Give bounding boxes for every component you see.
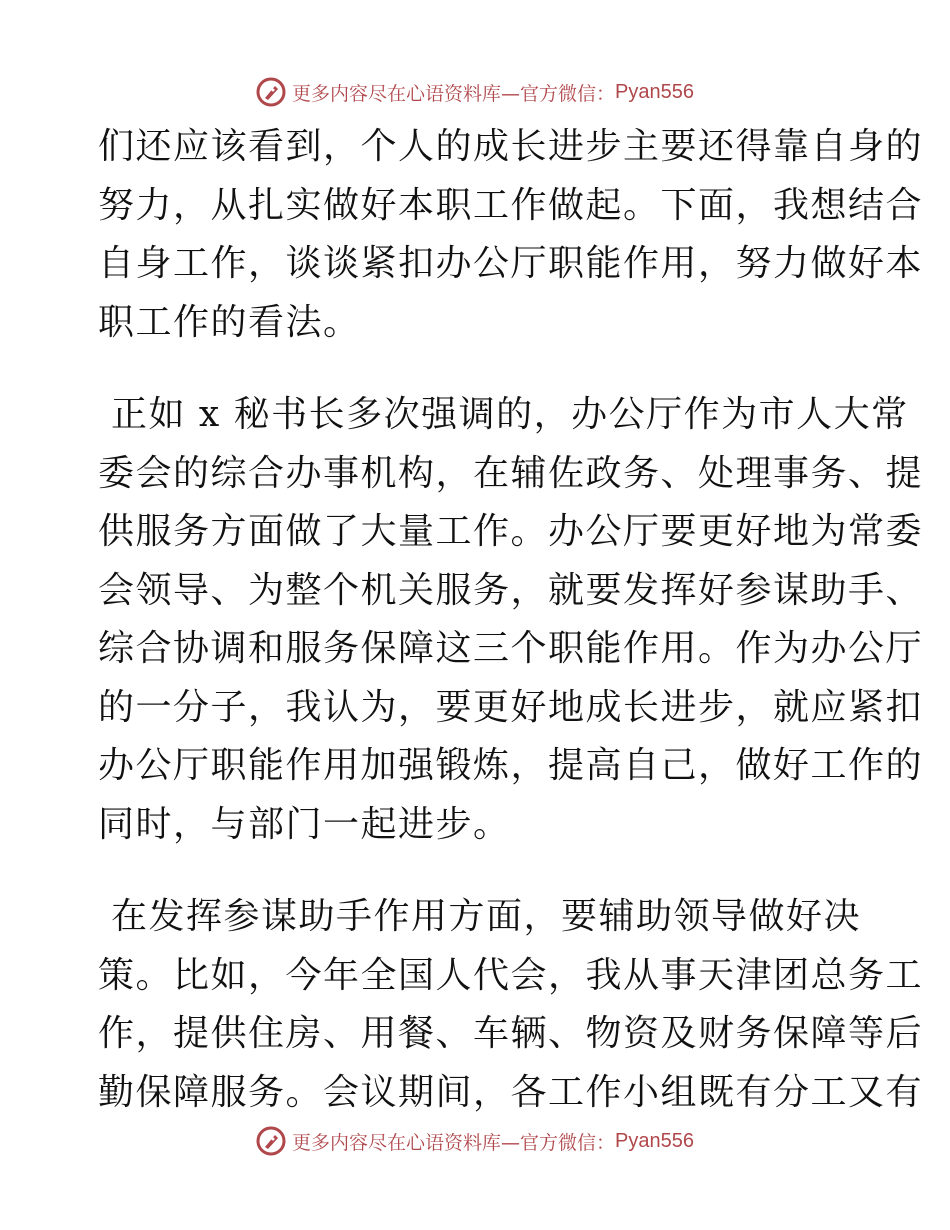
paragraph [98,888,924,1122]
text-line: 的一分子，我认为，要更好地成长进步，就应紧扣 [98,686,924,728]
text-line: 综合协调和服务保障这三个职能作用。作为办公厅 [98,628,924,669]
text-line: 会领导、为整个机关服务，就要发挥好参谋助手、 [98,569,924,611]
banner-text: 更多内容尽在心语资料库—官方微信： [292,82,616,105]
text-line: 正如 x 秘书长多次强调的，办公厅作为市人大常 [98,394,909,435]
text-line: 努力，从扎实做好本职工作做起。下面，我想结合 [98,184,924,226]
header-banner [0,72,950,112]
text-line: 办公厅职能作用加强锻炼，提高自己，做好工作的 [98,745,924,786]
banner-text: 更多内容尽在心语资料库—官方微信： [292,1131,616,1154]
text-line: 作，提供住房、用餐、车辆、物资及财务保障等后 [98,1013,924,1054]
text-line: 职工作的看法。 [98,301,361,343]
text-line: 同时，与部门一起进步。 [98,803,511,845]
text-line: 们还应该看到，个人的成长进步主要还得靠自身的 [98,126,924,167]
text-line: 自身工作，谈谈紧扣办公厅职能作用，努力做好本 [98,243,924,284]
text-line: 供服务方面做了大量工作。办公厅要更好地为常委 [98,511,924,552]
banner-handle: Pyan556 [615,1129,694,1152]
footer-banner [0,1121,950,1161]
pen-nib-icon [256,77,286,107]
banner-handle: Pyan556 [615,80,694,103]
text-line: 委会的综合办事机构，在辅佐政务、处理事务、提 [98,452,924,494]
pen-nib-icon [256,1126,286,1156]
text-line: 策。比如，今年全国人代会，我从事天津团总务工 [98,954,924,996]
paragraph [98,386,924,854]
document-body [98,118,924,1122]
text-line: 勤保障服务。会议期间，各工作小组既有分工又有 [98,1071,924,1113]
text-line: 在发挥参谋助手作用方面，要辅助领导做好决 [98,896,861,937]
paragraph [98,118,924,352]
